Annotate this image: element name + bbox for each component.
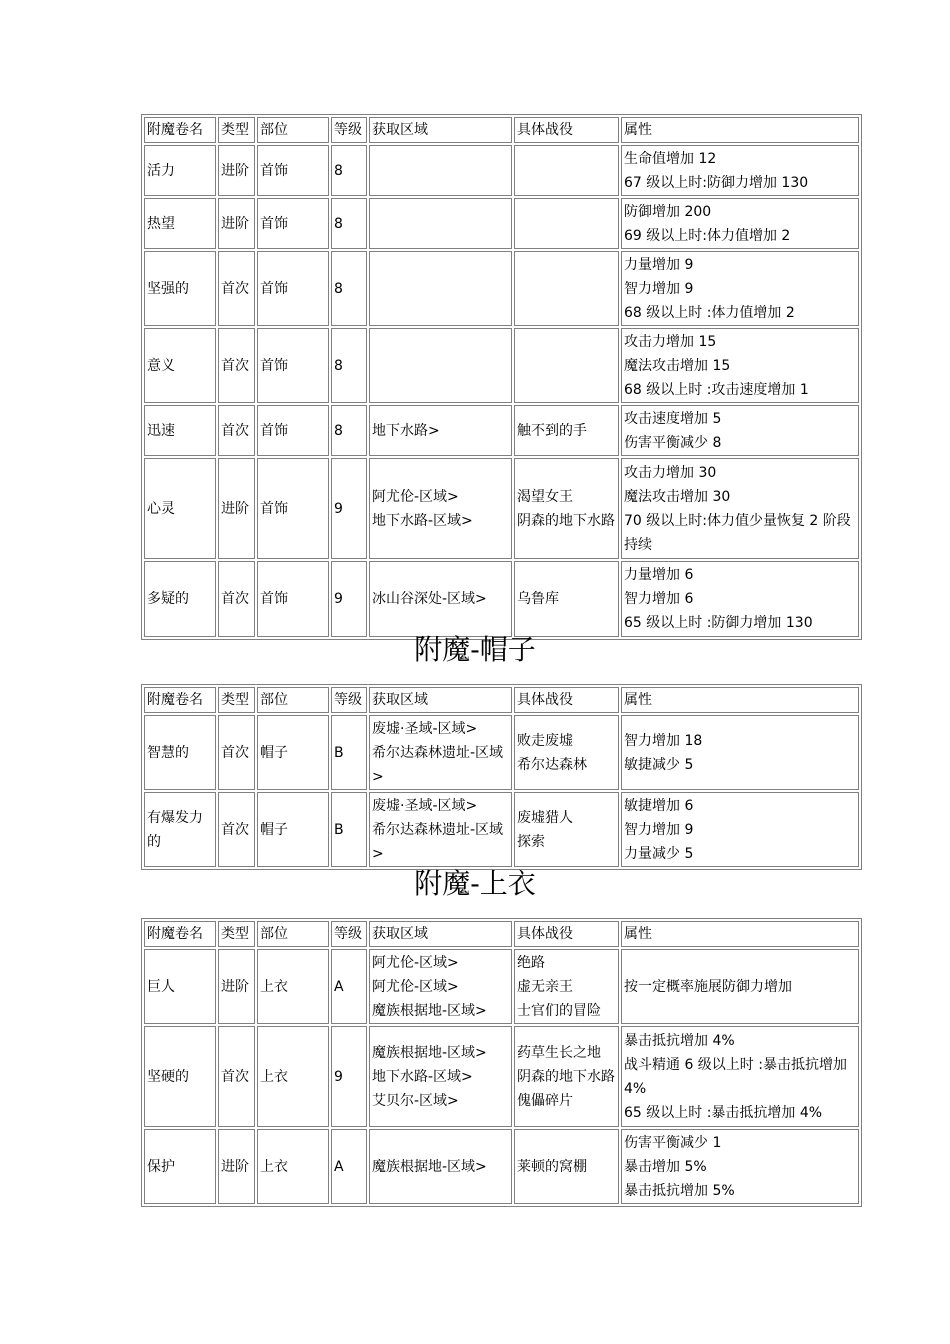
- section-title-hat: 附魔-帽子: [414, 633, 536, 666]
- cell-area: 阿尤伦-区域> 地下水路-区域>: [369, 458, 512, 559]
- header-area: 获取区域: [369, 117, 512, 143]
- cell-name: 迅速: [144, 405, 216, 456]
- cell-level: B: [331, 792, 367, 867]
- table-row: [144, 328, 859, 403]
- cell-type: 首次: [218, 561, 255, 637]
- cell-attr: 暴击抵抗增加 4% 战斗精通 6 级以上时 :暴击抵抗增加 4% 65 级以上时 :暴击抵抗增加 4%: [621, 1026, 859, 1127]
- enchant-table-top: [141, 918, 862, 1207]
- table-header-row: [144, 687, 859, 713]
- cell-battle: 乌鲁库: [514, 561, 619, 637]
- table-row: [144, 561, 859, 637]
- table-header-row: [144, 117, 859, 143]
- header-name: 附魔卷名: [144, 921, 216, 947]
- cell-area: 阿尤伦-区域> 阿尤伦-区域> 魔族根据地-区域>: [369, 949, 512, 1024]
- section-title-top: 附魔-上衣: [414, 867, 536, 900]
- cell-type: 首次: [218, 251, 255, 326]
- cell-level: A: [331, 1129, 367, 1204]
- cell-area: 废墟·圣域-区域> 希尔达森林遗址-区域>: [369, 792, 512, 867]
- cell-battle: 败走废墟 希尔达森林: [514, 715, 619, 790]
- cell-slot: 首饰: [257, 405, 329, 456]
- cell-name: 活力: [144, 145, 216, 196]
- cell-battle: 莱顿的窝棚: [514, 1129, 619, 1204]
- cell-battle: 药草生长之地 阴森的地下水路 傀儡碎片: [514, 1026, 619, 1127]
- header-area: 获取区域: [369, 687, 512, 713]
- cell-attr: 攻击力增加 30 魔法攻击增加 30 70 级以上时:体力值少量恢复 2 阶段持续: [621, 458, 859, 559]
- cell-area: [369, 198, 512, 249]
- cell-level: A: [331, 949, 367, 1024]
- cell-type: 首次: [218, 792, 255, 867]
- table-row: [144, 949, 859, 1024]
- cell-name: 热望: [144, 198, 216, 249]
- table-row: [144, 1026, 859, 1127]
- table-row: [144, 145, 859, 196]
- cell-slot: 上衣: [257, 1026, 329, 1127]
- cell-level: 9: [331, 561, 367, 637]
- header-slot: 部位: [257, 921, 329, 947]
- cell-attr: 敏捷增加 6 智力增加 9 力量减少 5: [621, 792, 859, 867]
- cell-area: [369, 251, 512, 326]
- cell-slot: 上衣: [257, 1129, 329, 1204]
- cell-name: 保护: [144, 1129, 216, 1204]
- cell-area: [369, 328, 512, 403]
- table-row: [144, 715, 859, 790]
- header-attr: 属性: [621, 687, 859, 713]
- cell-area: [369, 145, 512, 196]
- cell-level: 9: [331, 1026, 367, 1127]
- cell-attr: 伤害平衡减少 1 暴击增加 5% 暴击抵抗增加 5%: [621, 1129, 859, 1204]
- cell-area: 地下水路>: [369, 405, 512, 456]
- cell-area: 魔族根据地-区域>: [369, 1129, 512, 1204]
- table-row: [144, 198, 859, 249]
- cell-slot: 帽子: [257, 715, 329, 790]
- cell-name: 心灵: [144, 458, 216, 559]
- cell-slot: 首饰: [257, 198, 329, 249]
- cell-battle: [514, 198, 619, 249]
- cell-attr: 生命值增加 12 67 级以上时:防御力增加 130: [621, 145, 859, 196]
- table-row: [144, 405, 859, 456]
- table-row: [144, 458, 859, 559]
- cell-level: 8: [331, 405, 367, 456]
- header-type: 类型: [218, 921, 255, 947]
- cell-slot: 帽子: [257, 792, 329, 867]
- cell-type: 进阶: [218, 145, 255, 196]
- cell-attr: 智力增加 18 敏捷减少 5: [621, 715, 859, 790]
- cell-slot: 首饰: [257, 561, 329, 637]
- cell-level: 8: [331, 198, 367, 249]
- enchant-table-hat: [141, 684, 862, 870]
- cell-attr: 防御增加 200 69 级以上时:体力值增加 2: [621, 198, 859, 249]
- cell-name: 有爆发力的: [144, 792, 216, 867]
- cell-name: 意义: [144, 328, 216, 403]
- cell-type: 进阶: [218, 949, 255, 1024]
- table-header-row: [144, 921, 859, 947]
- table-row: [144, 251, 859, 326]
- cell-attr: 力量增加 6 智力增加 6 65 级以上时 :防御力增加 130: [621, 561, 859, 637]
- cell-type: 进阶: [218, 198, 255, 249]
- header-level: 等级: [331, 687, 367, 713]
- cell-type: 首次: [218, 405, 255, 456]
- cell-battle: 触不到的手: [514, 405, 619, 456]
- cell-type: 进阶: [218, 1129, 255, 1204]
- enchant-table-accessory: [141, 114, 862, 640]
- header-type: 类型: [218, 687, 255, 713]
- cell-name: 坚强的: [144, 251, 216, 326]
- cell-name: 巨人: [144, 949, 216, 1024]
- header-name: 附魔卷名: [144, 687, 216, 713]
- cell-level: 8: [331, 251, 367, 326]
- cell-slot: 首饰: [257, 458, 329, 559]
- header-area: 获取区域: [369, 921, 512, 947]
- header-level: 等级: [331, 117, 367, 143]
- cell-attr: 攻击速度增加 5 伤害平衡减少 8: [621, 405, 859, 456]
- cell-area: 废墟·圣域-区域> 希尔达森林遗址-区域>: [369, 715, 512, 790]
- header-type: 类型: [218, 117, 255, 143]
- header-battle: 具体战役: [514, 687, 619, 713]
- cell-area: 魔族根据地-区域> 地下水路-区域> 艾贝尔-区域>: [369, 1026, 512, 1127]
- cell-battle: 废墟猎人 探索: [514, 792, 619, 867]
- cell-attr: 攻击力增加 15 魔法攻击增加 15 68 级以上时 :攻击速度增加 1: [621, 328, 859, 403]
- header-attr: 属性: [621, 117, 859, 143]
- header-attr: 属性: [621, 921, 859, 947]
- cell-type: 首次: [218, 1026, 255, 1127]
- cell-name: 坚硬的: [144, 1026, 216, 1127]
- header-battle: 具体战役: [514, 117, 619, 143]
- header-slot: 部位: [257, 117, 329, 143]
- cell-slot: 上衣: [257, 949, 329, 1024]
- table-row: [144, 792, 859, 867]
- cell-level: B: [331, 715, 367, 790]
- cell-level: 8: [331, 145, 367, 196]
- header-battle: 具体战役: [514, 921, 619, 947]
- cell-attr: 按一定概率施展防御力增加: [621, 949, 859, 1024]
- cell-level: 9: [331, 458, 367, 559]
- cell-battle: [514, 251, 619, 326]
- header-level: 等级: [331, 921, 367, 947]
- cell-level: 8: [331, 328, 367, 403]
- cell-area: 冰山谷深处-区域>: [369, 561, 512, 637]
- header-slot: 部位: [257, 687, 329, 713]
- cell-attr: 力量增加 9 智力增加 9 68 级以上时 :体力值增加 2: [621, 251, 859, 326]
- cell-battle: 绝路 虚无亲王 士官们的冒险: [514, 949, 619, 1024]
- cell-slot: 首饰: [257, 145, 329, 196]
- cell-battle: [514, 145, 619, 196]
- cell-slot: 首饰: [257, 328, 329, 403]
- cell-type: 首次: [218, 715, 255, 790]
- cell-type: 首次: [218, 328, 255, 403]
- cell-name: 多疑的: [144, 561, 216, 637]
- table-row: [144, 1129, 859, 1204]
- cell-battle: 渴望女王 阴森的地下水路: [514, 458, 619, 559]
- cell-name: 智慧的: [144, 715, 216, 790]
- cell-battle: [514, 328, 619, 403]
- cell-slot: 首饰: [257, 251, 329, 326]
- cell-type: 进阶: [218, 458, 255, 559]
- header-name: 附魔卷名: [144, 117, 216, 143]
